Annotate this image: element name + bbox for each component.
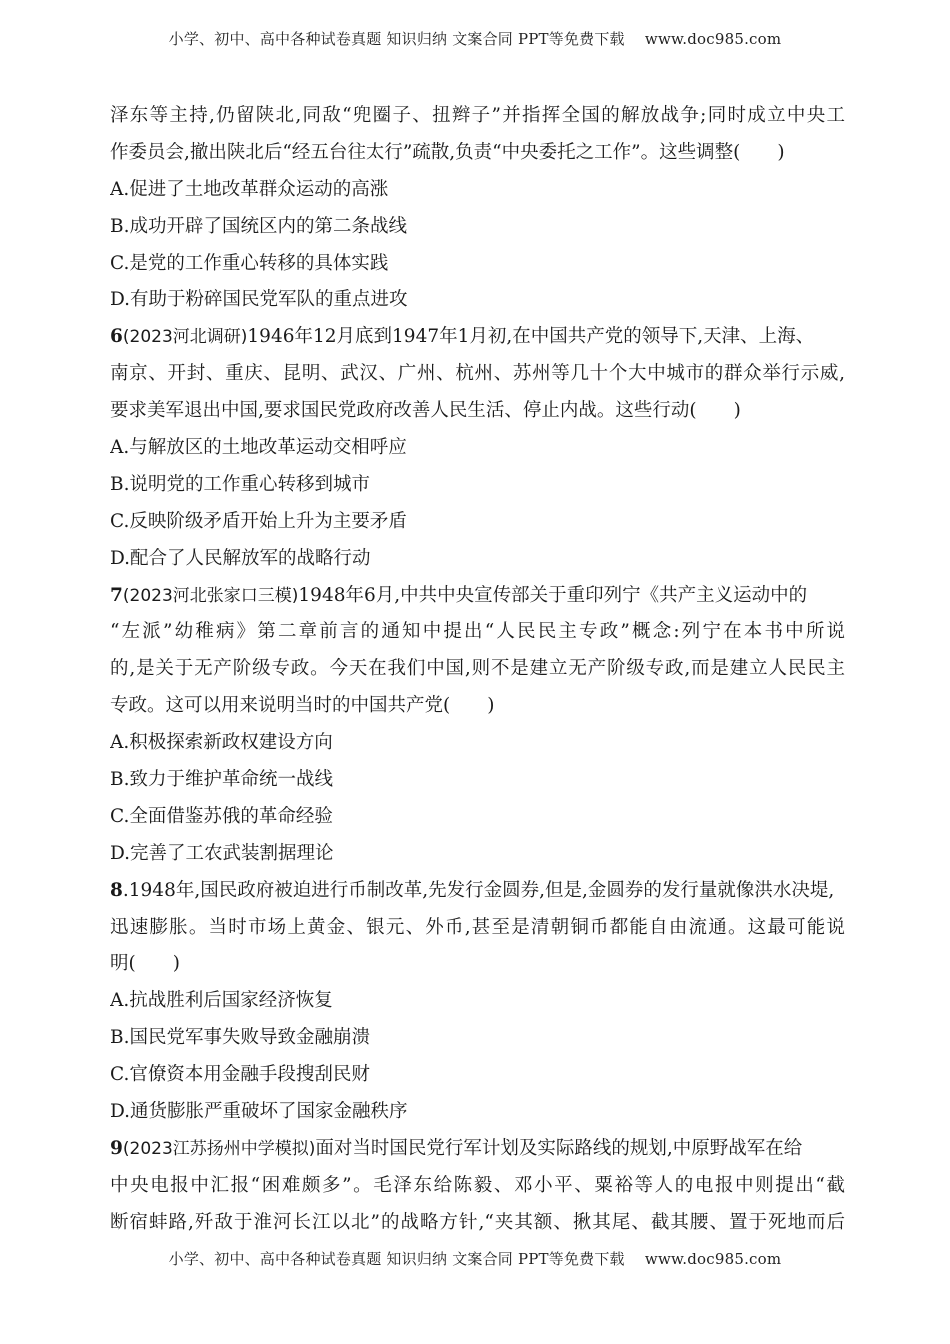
q7-stem-line: 的,是关于无产阶级专政。今天在我们中国,则不是建立无产阶级专政,而是建立人民民主: [110, 658, 845, 680]
q6-option-c[interactable]: C.反映阶级矛盾开始上升为主要矛盾: [110, 510, 407, 532]
q8-option-b[interactable]: B.国民党军事失败导致金融崩溃: [110, 1027, 370, 1049]
q6-stem-line: 南京、开封、重庆、昆明、武汉、广州、杭州、苏州等几十个大中城市的群众举行示威,: [110, 363, 845, 385]
q7-stem-first-line: [110, 578, 845, 615]
q7-stem-line: 专政。这可以用来说明当时的中国共产党( ): [110, 695, 495, 717]
q7-option-a[interactable]: A.积极探索新政权建设方向: [110, 732, 333, 754]
q9-stem-line: 中央电报中汇报“困难颇多”。毛泽东给陈毅、邓小平、粟裕等人的电报中则提出“截: [110, 1174, 845, 1196]
page-footer: 小学、初中、高中各种试卷真题 知识归纳 文案合同 PPT等免费下载 www.doc985.com: [168, 1250, 782, 1268]
q7-source: (2023河北张家口三模): [122, 585, 299, 606]
q6-option-d[interactable]: D.配合了人民解放军的战略行动: [110, 547, 371, 569]
q7-option-b[interactable]: B.致力于维护革命统一战线: [110, 769, 333, 791]
q5-option-c[interactable]: C.是党的工作重心转移的具体实践: [110, 252, 389, 274]
q8-stem-line: 迅速膨胀。当时市场上黄金、银元、外币,甚至是清朝铜币都能自由流通。这最可能说: [110, 916, 845, 938]
q7-stem-line: “左派”幼稚病》第二章前言的通知中提出“人民民主专政”概念:列宁在本书中所说: [110, 621, 845, 643]
q6-stem-line: 要求美军退出中国,要求国民党政府改善人民生活、停止内战。这些行动( ): [110, 400, 741, 422]
page-header: 小学、初中、高中各种试卷真题 知识归纳 文案合同 PPT等免费下载 www.doc985.com: [168, 30, 782, 48]
q6-stem-text: 1946年12月底到1947年1月初,在中国共产党的领导下,天津、上海、: [247, 326, 815, 348]
q9-stem-first-line: [110, 1131, 845, 1168]
q7-option-c[interactable]: C.全面借鉴苏俄的革命经验: [110, 805, 333, 827]
page-content: [110, 98, 845, 1242]
q6-option-a[interactable]: A.与解放区的土地改革运动交相呼应: [110, 437, 407, 459]
q6-source: (2023河北调研): [122, 327, 248, 348]
q6-number: 6: [110, 326, 123, 348]
q9-source: (2023江苏扬州中学模拟): [122, 1138, 316, 1159]
q7-stem-text: 1948年6月,中共中央宣传部关于重印列宁《共产主义运动中的: [298, 584, 808, 606]
q9-stem-line: 断宿蚌路,歼敌于淮河长江以北”的战略方针,“夹其额、揪其尾、截其腰、置于死地而后: [110, 1211, 845, 1233]
q7-number: 7: [110, 584, 123, 606]
q8-option-c[interactable]: C.官僚资本用金融手段搜刮民财: [110, 1064, 370, 1086]
q8-stem-first-line: [110, 873, 845, 910]
q8-stem-text: .1948年,国民政府被迫进行币制改革,先发行金圆券,但是,金圆券的发行量就像洪水决堤,: [122, 879, 835, 901]
q5-stem-line: 作委员会,撤出陕北后“经五台往太行”疏散,负责“中央委托之工作”。这些调整( ): [110, 141, 785, 163]
q8-stem-line: 明( ): [110, 953, 180, 975]
q9-number: 9: [110, 1137, 123, 1159]
q7-option-d[interactable]: D.完善了工农武装割据理论: [110, 842, 334, 864]
q8-option-a[interactable]: A.抗战胜利后国家经济恢复: [110, 990, 333, 1012]
q6-option-b[interactable]: B.说明党的工作重心转移到城市: [110, 473, 370, 495]
q5-option-a[interactable]: A.促进了土地改革群众运动的高涨: [110, 178, 389, 200]
q8-option-d[interactable]: D.通货膨胀严重破坏了国家金融秩序: [110, 1101, 408, 1123]
q5-option-b[interactable]: B.成功开辟了国统区内的第二条战线: [110, 215, 407, 237]
q5-stem-line: 泽东等主持,仍留陕北,同敌“兜圈子、扭辫子”并指挥全国的解放战争;同时成立中央工: [110, 105, 845, 126]
q8-number: 8: [110, 879, 123, 901]
q6-stem-first-line: [110, 319, 845, 356]
q5-option-d[interactable]: D.有助于粉碎国民党军队的重点进攻: [110, 289, 408, 311]
q9-stem-text: 面对当时国民党行军计划及实际路线的规划,中原野战军在给: [315, 1137, 803, 1159]
